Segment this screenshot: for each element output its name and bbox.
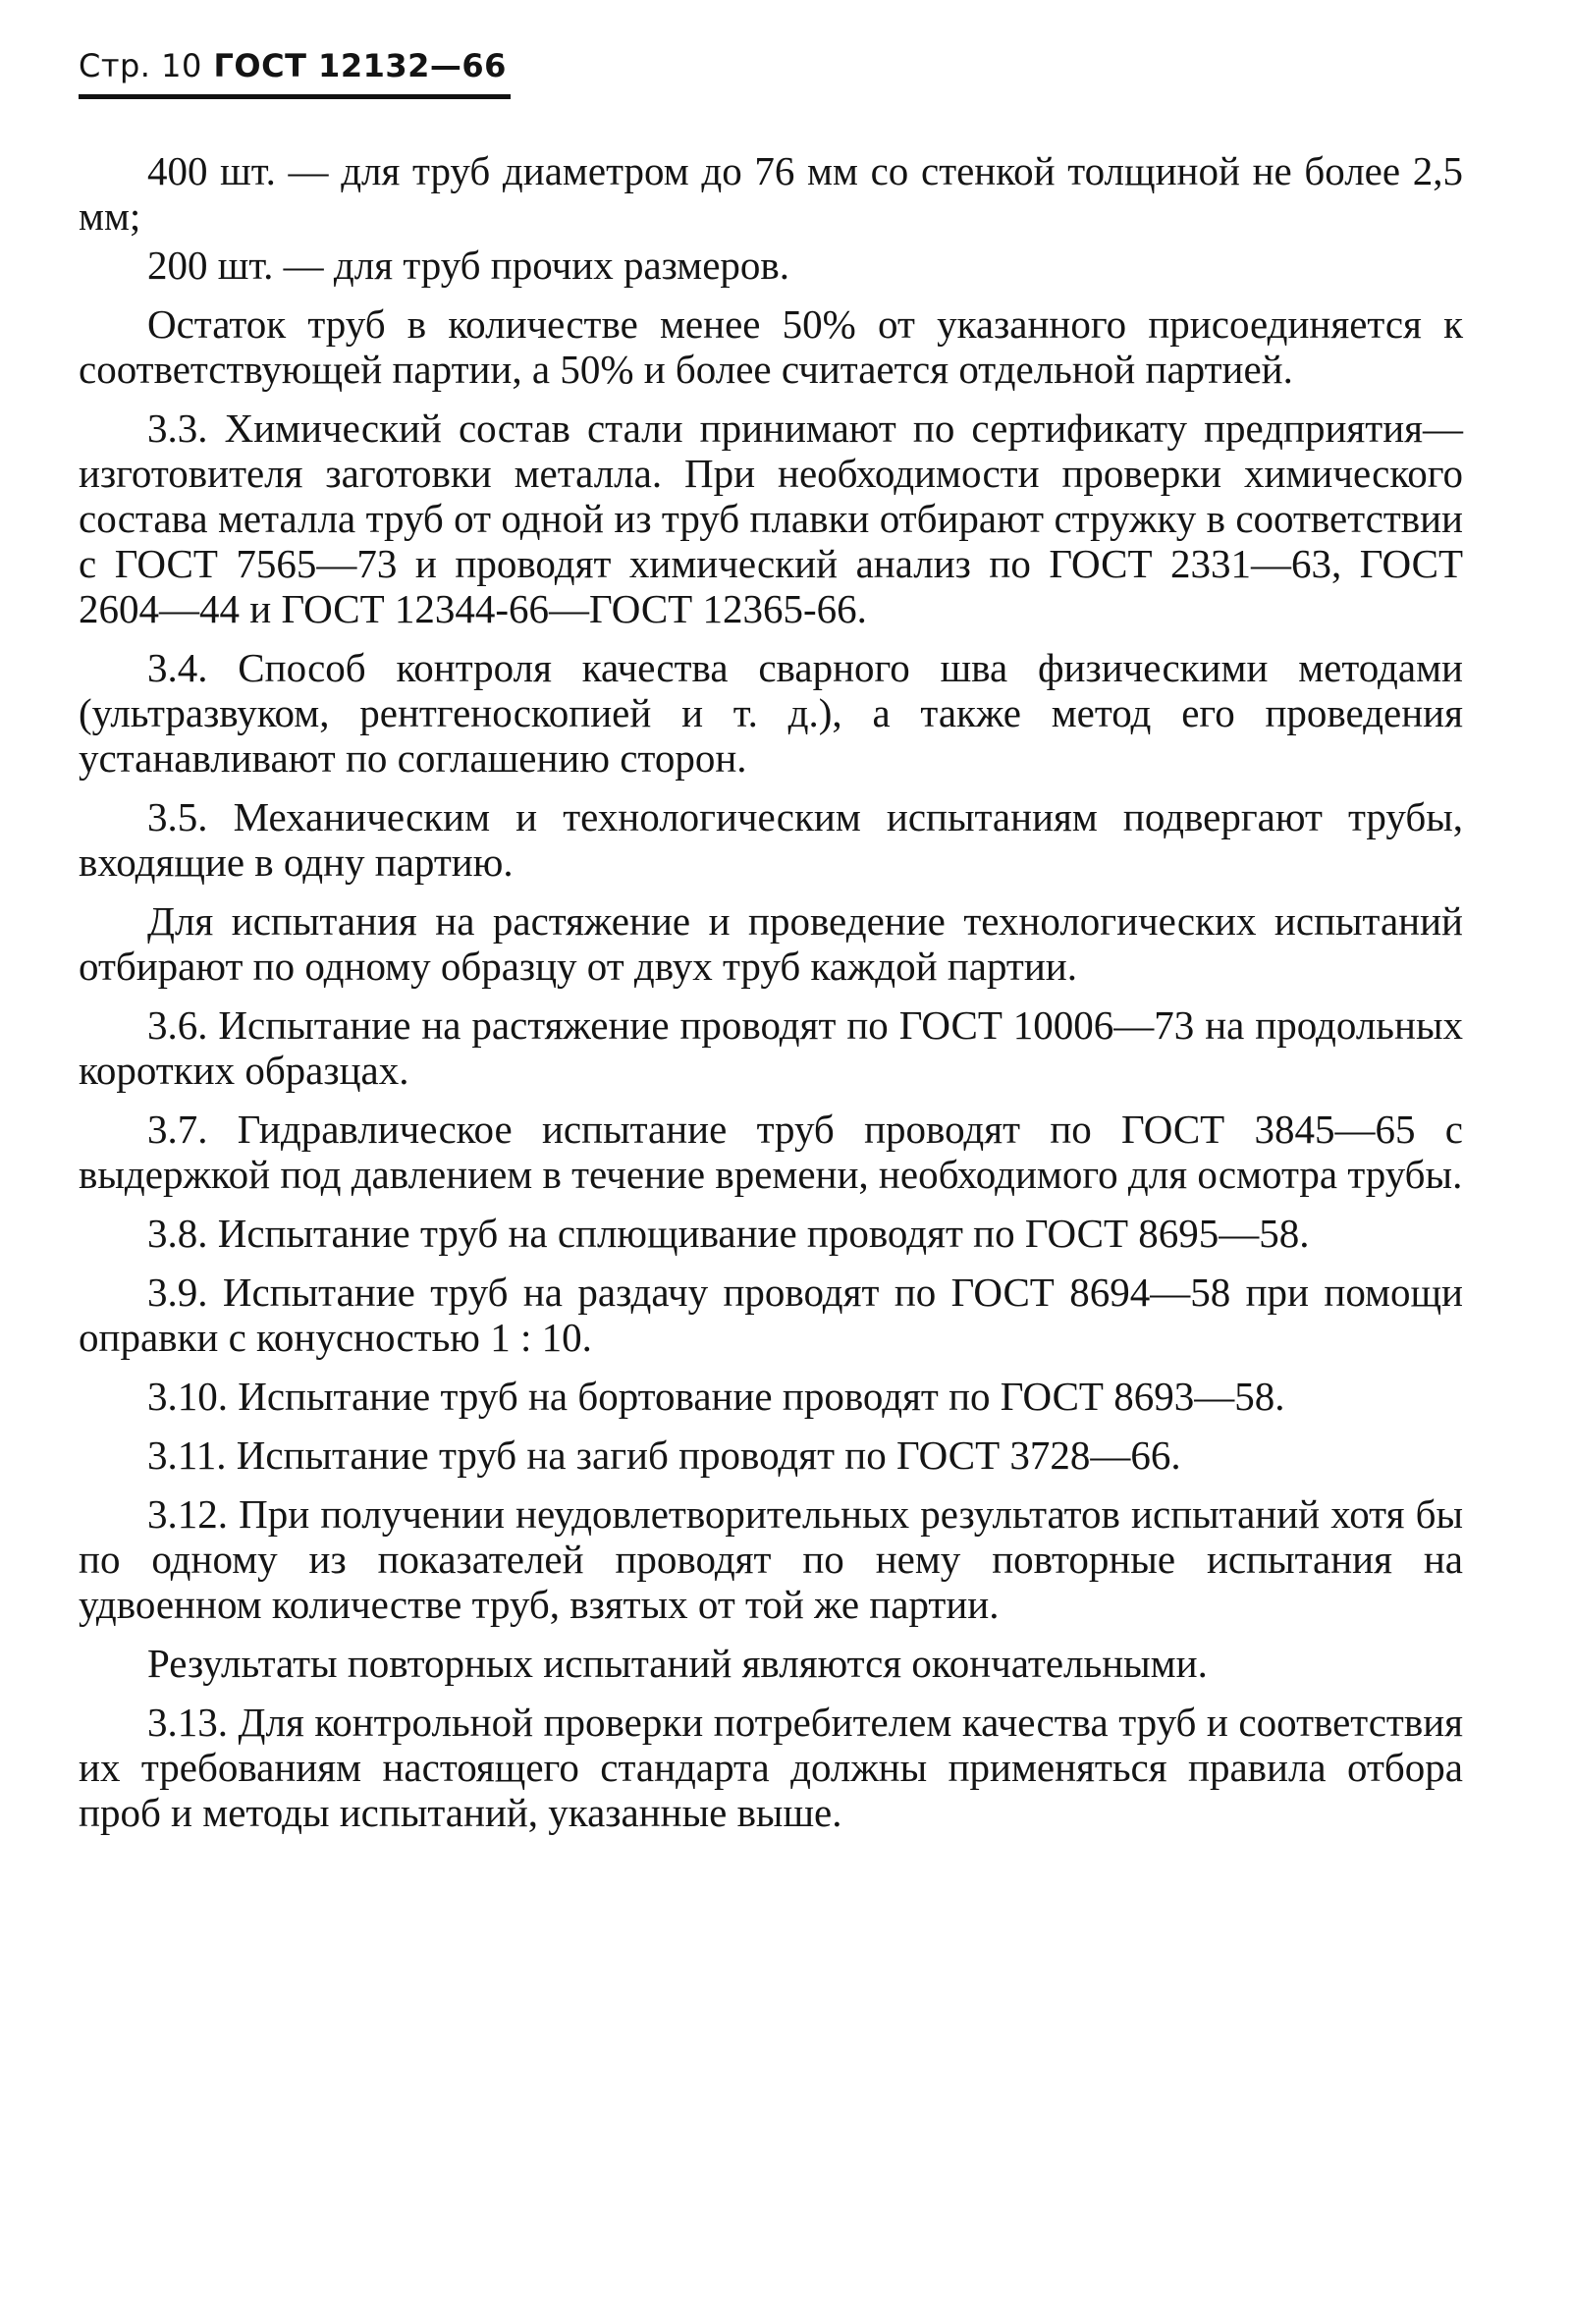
- clause-3-13: 3.13. Для контрольной проверки потребителем качества труб и соответствия их требованиям настоящего стандарта должны применяться правила отбора проб и методы испытаний, указанные выше.: [79, 1700, 1463, 1835]
- page-number: Стр. 10: [79, 47, 202, 84]
- clause-3-3: 3.3. Химический состав стали принимают по сертификату предприятия—изготовителя заготовки металла. При необходимости проверки химического состава металла труб от одной из труб плавки отбирают стружку в соответствии с ГОСТ 7565—73 и проводят химический анализ по ГОСТ 2331—63, ГОСТ 2604—44 и ГОСТ 12344-66—ГОСТ 12365-66.: [79, 405, 1463, 631]
- paragraph-lot-size-400: 400 шт. — для труб диаметром до 76 мм со стенкой толщиной не более 2,5 мм;: [79, 148, 1463, 239]
- paragraph-retest-final: Результаты повторных испытаний являются окончательными.: [147, 1641, 1208, 1686]
- clause-3-11: 3.11. Испытание труб на загиб проводят по ГОСТ 3728—66.: [147, 1432, 1181, 1478]
- paragraph-tensile-sampling: Для испытания на растяжение и проведение технологических испытаний отбирают по одному образцу от двух труб каждой партии.: [79, 898, 1463, 989]
- paragraph-lot-size-200: 200 шт. — для труб прочих размеров.: [147, 243, 790, 288]
- page-header: [79, 47, 511, 99]
- clause-3-8: 3.8. Испытание труб на сплющивание проводят по ГОСТ 8695—58.: [147, 1211, 1310, 1256]
- paragraph-remainder: Остаток труб в количестве менее 50% от указанного присоединяется к соответствующей партии, а 50% и более считается отдельной партией.: [79, 301, 1463, 392]
- clause-3-7: 3.7. Гидравлическое испытание труб проводят по ГОСТ 3845—65 с выдержкой под давлением в течение времени, необходимого для осмотра трубы.: [79, 1107, 1463, 1197]
- clause-3-5: 3.5. Механическим и технологическим испытаниям подвергают трубы, входящие в одну партию.: [79, 794, 1463, 885]
- document-page: [79, 47, 1463, 1849]
- clause-3-9: 3.9. Испытание труб на раздачу проводят по ГОСТ 8694—58 при помощи оправки с конусностью 1 : 10.: [79, 1270, 1463, 1360]
- standard-title: ГОСТ 12132—66: [213, 47, 507, 84]
- clause-3-12: 3.12. При получении неудовлетворительных результатов испытаний хотя бы по одному из показателей проводят по нему повторные испытания на удвоенном количестве труб, взятых от той же партии.: [79, 1491, 1463, 1627]
- document-body: [79, 148, 1463, 1835]
- clause-3-10: 3.10. Испытание труб на бортование проводят по ГОСТ 8693—58.: [147, 1374, 1285, 1419]
- clause-3-6: 3.6. Испытание на растяжение проводят по ГОСТ 10006—73 на продольных коротких образцах.: [79, 1002, 1463, 1093]
- clause-3-4: 3.4. Способ контроля качества сварного шва физическими методами (ультразвуком, рентгеноскопией и т. д.), а также метод его проведения устанавливают по соглашению сторон.: [79, 645, 1463, 781]
